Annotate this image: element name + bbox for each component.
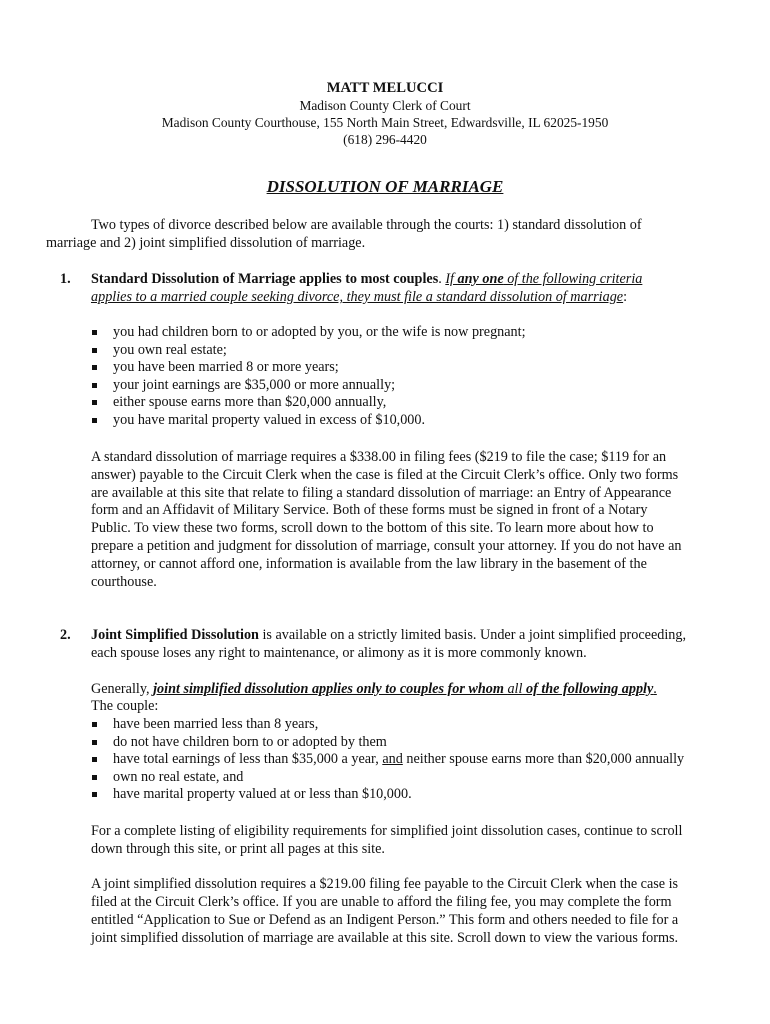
criteria-if: If [445,271,458,287]
list-item: you had children born to or adopted by you, or the wife is now pregnant; [91,324,526,342]
bullet-square-icon [92,400,97,405]
list-item: you have marital property valued in excess of $10,000. [91,412,526,430]
standard-fee-line-7: attorney, or cannot afford one, information is available from the law library in the basement of the [91,556,647,572]
standard-fee-line-3: are available at this site that relate to filing a standard dissolution of marriage: an Entry of Appearance [91,485,672,501]
bullet-square-icon [92,383,97,388]
bullet-square-icon [92,418,97,423]
section-2-heading-line [91,627,686,645]
intro-line-2: marriage and 2) joint simplified dissolution of marriage. [46,235,366,251]
section-2-criteria-list [91,716,684,804]
bullet-square-icon [92,792,97,797]
section-2-line-2: each spouse loses any right to maintenance, or alimony as it is more commonly known. [91,645,587,661]
section-1-criteria-list [91,324,526,430]
intro-line-1: Two types of divorce described below are available through the courts: 1) standard dissolution of [91,217,642,233]
couple-label: The couple: [91,698,159,714]
bullet-square-icon [92,722,97,727]
criteria-rest-line-1: of the following criteria [503,271,643,287]
joint-fee-line-3: entitled “Application to Sue or Defend as an Indigent Person.” This form and others needed to file for a [91,912,679,928]
listing-line-2: down through this site, or print all pages at this site. [91,841,385,857]
listing-line-1: For a complete listing of eligibility requirements for simplified joint dissolution cases, continue to scroll [91,823,683,839]
courthouse-address: Madison County Courthouse, 155 North Main Street, Edwardsville, IL 62025-1950 [161,115,609,130]
bullet-square-icon [92,365,97,370]
bullet-square-icon [92,775,97,780]
section-1-criteria-line-2 [91,289,627,307]
joint-fee-line-4: joint simplified dissolution of marriage are available at this site. Scroll down to view the various forms. [91,930,679,946]
section-1-number: 1. [60,271,71,287]
clerk-office: Madison County Clerk of Court [299,98,471,113]
section-1-heading-end: . [438,271,446,287]
list-item: do not have children born to or adopted by them [91,734,684,752]
bullet-square-icon [92,330,97,335]
standard-fee-line-8: courthouse. [91,574,157,590]
page-title: DISSOLUTION OF MARRIAGE [266,177,504,196]
criteria-colon: : [623,289,628,305]
standard-fee-line-6: prepare a petition and judgment for dissolution of marriage, consult your attorney. If you do not have an [91,538,682,554]
bullet-square-icon [92,348,97,353]
section-1-heading-line [91,271,642,289]
bullet-square-icon [92,740,97,745]
criteria-line-2: applies to a married couple seeking divorce, they must file a standard dissolution of marriage [91,289,624,305]
generally-emphasis-a: joint simplified dissolution applies only to couples for whom [153,681,508,697]
section-1-heading: Standard Dissolution of Marriage applies to most couples [91,271,439,287]
list-item: either spouse earns more than $20,000 annually, [91,394,526,412]
standard-fee-line-4: form and an Affidavit of Military Service. Both of these forms must be signed in front of a Notary [91,502,648,518]
list-item: have total earnings of less than $35,000 a year, and neither spouse earns more than $20,000 annually [91,751,684,769]
generally-line [91,681,657,699]
joint-fee-line-2: filed at the Circuit Clerk’s office. If you are unable to afford the filing fee, you may complete the form [91,894,672,910]
generally-all: all [507,681,523,697]
generally-emphasis-b: of the following apply [522,681,654,697]
generally-period: . [653,681,657,697]
section-2-heading: Joint Simplified Dissolution [91,627,259,643]
list-item: have been married less than 8 years, [91,716,684,734]
criteria-any-one: any one [457,271,504,287]
list-item: your joint earnings are $35,000 or more annually; [91,377,526,395]
section-2-heading-rest: is available on a strictly limited basis. Under a joint simplified proceeding, [258,627,687,643]
list-item: you own real estate; [91,342,526,360]
clerk-name: MATT MELUCCI [326,80,444,96]
list-item: have marital property valued at or less than $10,000. [91,786,684,804]
section-2-number: 2. [60,627,71,643]
generally-prefix: Generally, [91,681,154,697]
bullet-square-icon [92,757,97,762]
list-item: you have been married 8 or more years; [91,359,526,377]
joint-fee-line-1: A joint simplified dissolution requires a $219.00 filing fee payable to the Circuit Clerk when the case is [91,876,679,892]
phone-number: (618) 296-4420 [343,132,427,147]
standard-fee-line-5: Public. To view these two forms, scroll down to the bottom of this site. To learn more about how to [91,520,654,536]
standard-fee-line-1: A standard dissolution of marriage requires a $338.00 in filing fees ($219 to file the case; $119 for an [91,449,667,465]
standard-fee-line-2: answer) payable to the Circuit Clerk when the case is filed at the Circuit Clerk’s office. Only two forms [91,467,679,483]
list-item: own no real estate, and [91,769,684,787]
